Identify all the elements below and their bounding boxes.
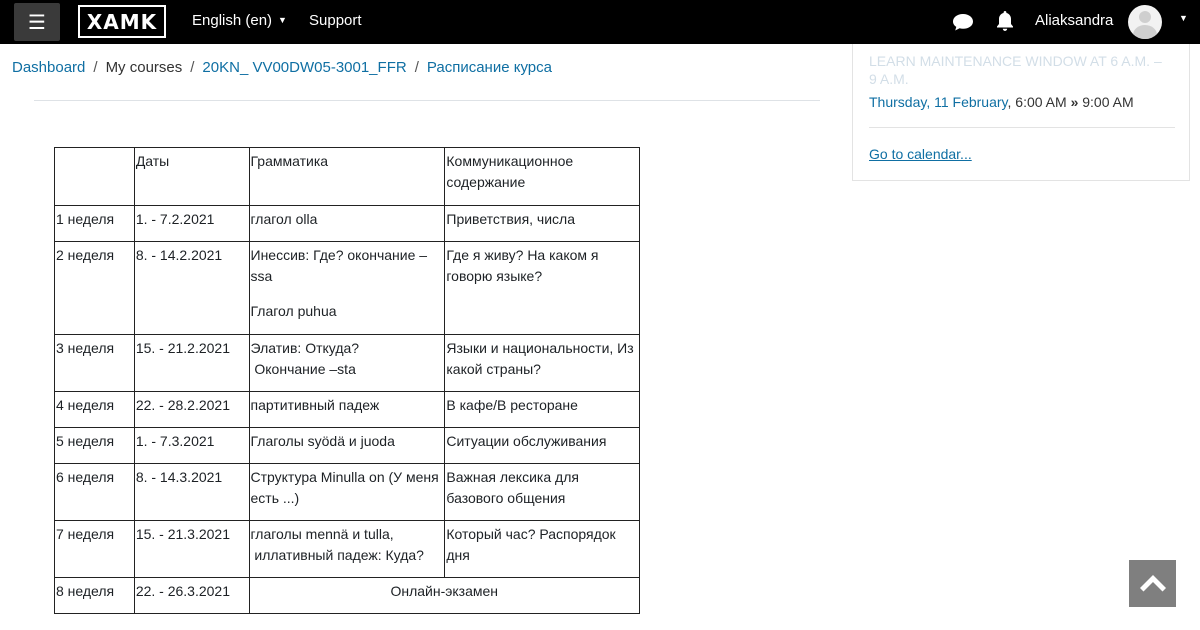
grammar-cell: Инессив: Где? окончание – ssa Глагол puhua xyxy=(249,242,445,335)
table-row xyxy=(55,428,640,464)
dates-cell: 15. - 21.3.2021 xyxy=(134,521,249,578)
user-name[interactable]: Aliaksandra xyxy=(1035,12,1114,29)
table-row xyxy=(55,578,640,614)
grammar-cell: глагол olla xyxy=(249,206,445,242)
communication-cell: Языки и национальности, Из какой страны? xyxy=(445,335,640,392)
week-cell: 4 неделя xyxy=(55,392,135,428)
grammar-cell: Глаголы syödä и juoda xyxy=(249,428,445,464)
communication-cell: Который час? Распорядок дня xyxy=(445,521,640,578)
breadcrumb-bar xyxy=(0,44,850,89)
communication-cell: Приветствия, числа xyxy=(445,206,640,242)
hamburger-icon: ☰ xyxy=(28,11,46,34)
arrow-up-icon xyxy=(1138,573,1168,595)
table-row xyxy=(55,464,640,521)
breadcrumb-my-courses: My courses xyxy=(105,59,183,76)
dates-cell: 22. - 28.2.2021 xyxy=(134,392,249,428)
breadcrumb-page[interactable]: Расписание курса xyxy=(426,59,552,76)
dates-cell: 8. - 14.2.2021 xyxy=(134,242,249,335)
caret-down-icon: ▼ xyxy=(278,15,287,25)
grammar-cell: Элатив: Откуда? Окончание –sta xyxy=(249,335,445,392)
grammar-cell: Структура Minulla on (У меня есть ...) xyxy=(249,464,445,521)
user-menu-caret-icon[interactable]: ▼ xyxy=(1179,13,1188,23)
block-divider xyxy=(869,127,1175,128)
communication-cell: В кафе/В ресторане xyxy=(445,392,640,428)
header-cell: Грамматика xyxy=(249,148,445,206)
bell-icon[interactable] xyxy=(996,10,1014,32)
dates-cell: 8. - 14.3.2021 xyxy=(134,464,249,521)
communication-cell: Где я живу? На каком я говорю языке? xyxy=(445,242,640,335)
dates-cell: 1. - 7.2.2021 xyxy=(134,206,249,242)
grammar-cell: глаголы mennä и tulla, иллативный падеж: Куда? xyxy=(249,521,445,578)
support-link[interactable]: Support xyxy=(309,12,362,29)
dates-cell: 22. - 26.3.2021 xyxy=(134,578,249,614)
week-cell: 1 неделя xyxy=(55,206,135,242)
content-divider xyxy=(34,100,820,101)
table-row xyxy=(55,521,640,578)
week-cell: 3 неделя xyxy=(55,335,135,392)
schedule-table xyxy=(54,147,640,614)
table-row xyxy=(55,242,640,335)
table-row xyxy=(55,392,640,428)
header-cell: Даты xyxy=(134,148,249,206)
week-cell: 2 неделя xyxy=(55,242,135,335)
breadcrumb-separator: / xyxy=(190,59,195,76)
header-cell xyxy=(55,148,135,206)
dates-cell: 1. - 7.3.2021 xyxy=(134,428,249,464)
breadcrumb-dashboard[interactable]: Dashboard xyxy=(12,59,86,76)
communication-cell: Ситуации обслуживания xyxy=(445,428,640,464)
avatar-body xyxy=(1133,25,1157,39)
top-navbar xyxy=(0,0,1200,44)
communication-cell: Важная лексика для базового общения xyxy=(445,464,640,521)
table-row xyxy=(55,335,640,392)
table-header-row xyxy=(55,148,640,206)
event-title[interactable]: LEARN MAINTENANCE WINDOW AT 6 A.M. – 9 A.M. xyxy=(869,53,1162,87)
avatar-head xyxy=(1139,11,1151,23)
table-row xyxy=(55,206,640,242)
grammar-cell: партитивный падеж xyxy=(249,392,445,428)
week-cell: 7 неделя xyxy=(55,521,135,578)
header-cell: Коммуникационное содержание xyxy=(445,148,640,206)
exam-cell: Онлайн-экзамен xyxy=(249,578,640,614)
language-menu[interactable]: English (en) ▼ xyxy=(192,12,287,29)
event-day-link[interactable]: Thursday, 11 February xyxy=(869,94,1008,110)
breadcrumb xyxy=(12,59,552,76)
week-cell: 5 неделя xyxy=(55,428,135,464)
event-date: Thursday, 11 February, 6:00 AM » 9:00 AM xyxy=(869,94,1134,110)
xamk-logo[interactable]: XAMK xyxy=(78,5,166,38)
message-icon[interactable] xyxy=(952,12,974,32)
week-cell: 6 неделя xyxy=(55,464,135,521)
go-to-calendar-link[interactable]: Go to calendar... xyxy=(869,146,972,162)
back-to-top-button[interactable] xyxy=(1129,560,1176,607)
dates-cell: 15. - 21.2.2021 xyxy=(134,335,249,392)
hamburger-menu-button[interactable] xyxy=(14,3,60,41)
breadcrumb-course[interactable]: 20KN_ VV00DW05-3001_FFR xyxy=(202,59,407,76)
breadcrumb-separator: / xyxy=(93,59,98,76)
week-cell: 8 неделя xyxy=(55,578,135,614)
upcoming-events-block xyxy=(852,44,1190,181)
avatar[interactable] xyxy=(1128,5,1162,39)
breadcrumb-separator: / xyxy=(414,59,419,76)
